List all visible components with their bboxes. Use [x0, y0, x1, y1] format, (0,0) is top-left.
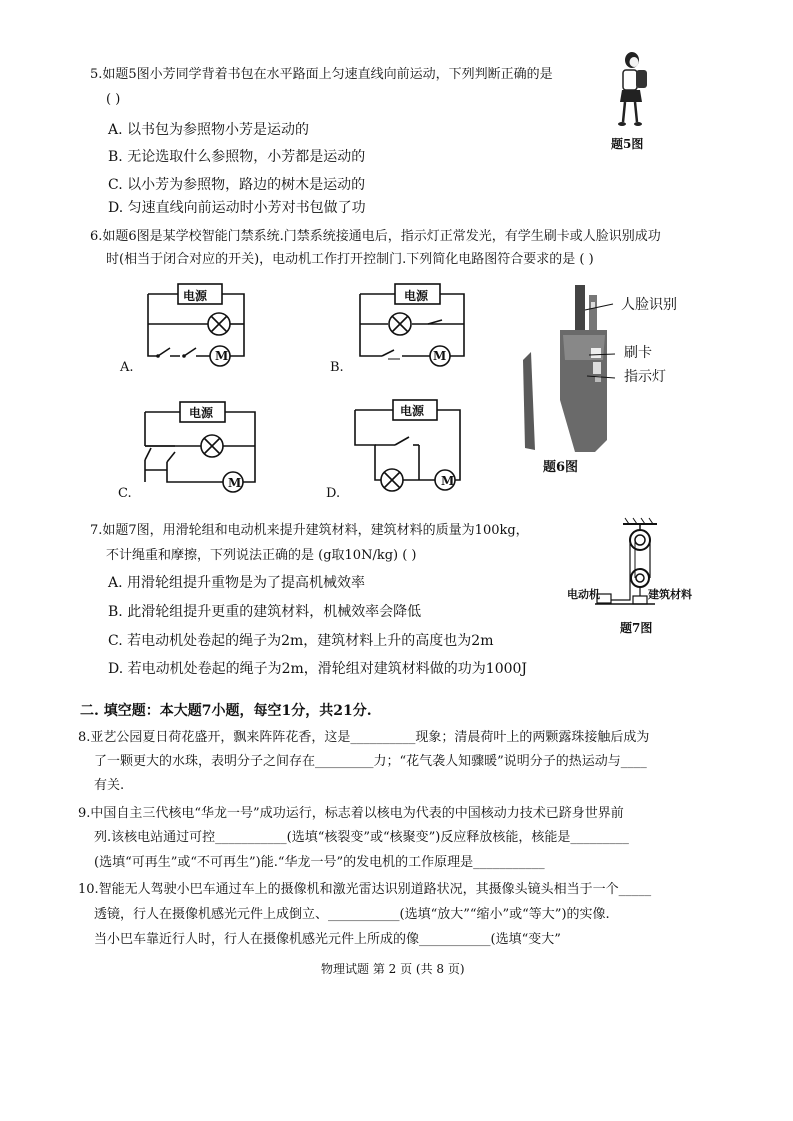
circuit-d-power-label: 电源 [400, 404, 425, 418]
q5-option-c: C. 以小芳为参照物，路边的树木是运动的 [108, 177, 366, 193]
circuit-b-motor-label: M [433, 349, 447, 363]
circuit-a-power-label: 电源 [183, 289, 208, 303]
photo-callout-lines [585, 300, 625, 380]
q10-line1: 10.智能无人驾驶小巴车通过车上的摄像机和激光雷达识别道路状况，其摄像头镜头相当于一个_____ [78, 882, 652, 897]
circuit-a-letter: A. [120, 360, 134, 375]
circuit-c-power-label: 电源 [189, 406, 214, 420]
photo-label-indicator-lamp: 指示灯 [624, 369, 666, 385]
girl-with-backpack-illustration [608, 50, 658, 130]
q9-line3: (选填“可再生”或“不可再生”)能.“华龙一号”的发电机的工作原理是___________ [94, 855, 545, 870]
q6-figure-caption: 题6图 [543, 460, 579, 475]
q5-option-d: D. 匀速直线向前运动时小芳对书包做了功 [108, 200, 366, 216]
q7-option-b: B. 此滑轮组提升更重的建筑材料，机械效率会降低 [108, 604, 422, 620]
q10-line2: 透镜，行人在摄像机感光元件上成倒立、___________(选填“放大”“缩小”或“等大”)的实像. [94, 907, 610, 922]
q7-figure-caption: 题7图 [620, 621, 653, 635]
q9-line1: 9.中国自主三代核电“华龙一号”成功运行，标志着以核电为代表的中国核动力技术已跻身世界前 [78, 806, 624, 821]
q10-line3: 当小巴车靠近行人时，行人在摄像机感光元件上所成的像___________(选填“变大” [94, 932, 561, 947]
q5-option-a: A. 以书包为参照物小芳是运动的 [108, 122, 310, 138]
circuit-c-letter: C. [118, 486, 132, 501]
q8-line2: 了一颗更大的水珠，表明分子之间存在_________力；“花气袭人知骤暖”说明分子的热运动与____ [94, 754, 647, 769]
q7-option-a: A. 用滑轮组提升重物是为了提高机械效率 [108, 575, 366, 591]
section2-heading: 二. 填空题：本大题7小题，每空1分，共21分. [80, 703, 372, 719]
q5-option-b: B. 无论选取什么参照物，小芳都是运动的 [108, 149, 366, 165]
q6-stem-line2: 时(相当于闭合对应的开关)，电动机工作打开控制门.下列简化电路图符合要求的是 ( ) [106, 252, 594, 267]
circuit-c-motor-label: M [228, 476, 242, 490]
q7-option-c: C. 若电动机处卷起的绳子为2m，建筑材料上升的高度也为2m [108, 633, 494, 649]
pulley-motor-label: 电动机 [567, 588, 600, 601]
q8-line3: 有关. [94, 778, 125, 793]
q9-line2: 列.该核电站通过可控___________(选填“核裂变”或“核聚变”)反应释放核能，核能是_________ [94, 830, 629, 845]
circuit-d-motor-label: M [441, 474, 455, 488]
q5-figure-caption: 题5图 [611, 137, 644, 151]
pulley-material-label: 建筑材料 [648, 588, 692, 601]
q5-stem: 5.如题5图小芳同学背着书包在水平路面上匀速直线向前运动，下列判断正确的是 [90, 67, 553, 82]
circuit-b-letter: B. [330, 360, 344, 375]
page-footer: 物理试题 第 2 页 (共 8 页) [321, 962, 465, 976]
photo-label-face-recognition: 人脸识别 [621, 297, 677, 313]
q7-stem-line2: 不计绳重和摩擦，下列说法正确的是 (g取10N/kg) ( ) [106, 548, 417, 563]
q7-option-d: D. 若电动机处卷起的绳子为2m，滑轮组对建筑材料做的功为1000J [108, 661, 528, 677]
circuit-b-power-label: 电源 [404, 289, 429, 303]
q5-answer-paren: ( ) [106, 92, 121, 107]
q8-line1: 8.亚艺公园夏日荷花盛开，飘来阵阵花香，这是__________现象；清晨荷叶上的两颗露珠接触后成为 [78, 730, 650, 745]
circuit-d-letter: D. [326, 486, 341, 501]
circuit-a-motor-label: M [215, 349, 229, 363]
q6-stem-line1: 6.如题6图是某学校智能门禁系统.门禁系统接通电后，指示灯正常发光，有学生刷卡或人脸识别成功 [90, 229, 661, 244]
photo-label-card-swipe: 刷卡 [624, 345, 652, 361]
q7-stem-line1: 7.如题7图，用滑轮组和电动机来提升建筑材料，建筑材料的质量为100kg， [90, 523, 529, 538]
